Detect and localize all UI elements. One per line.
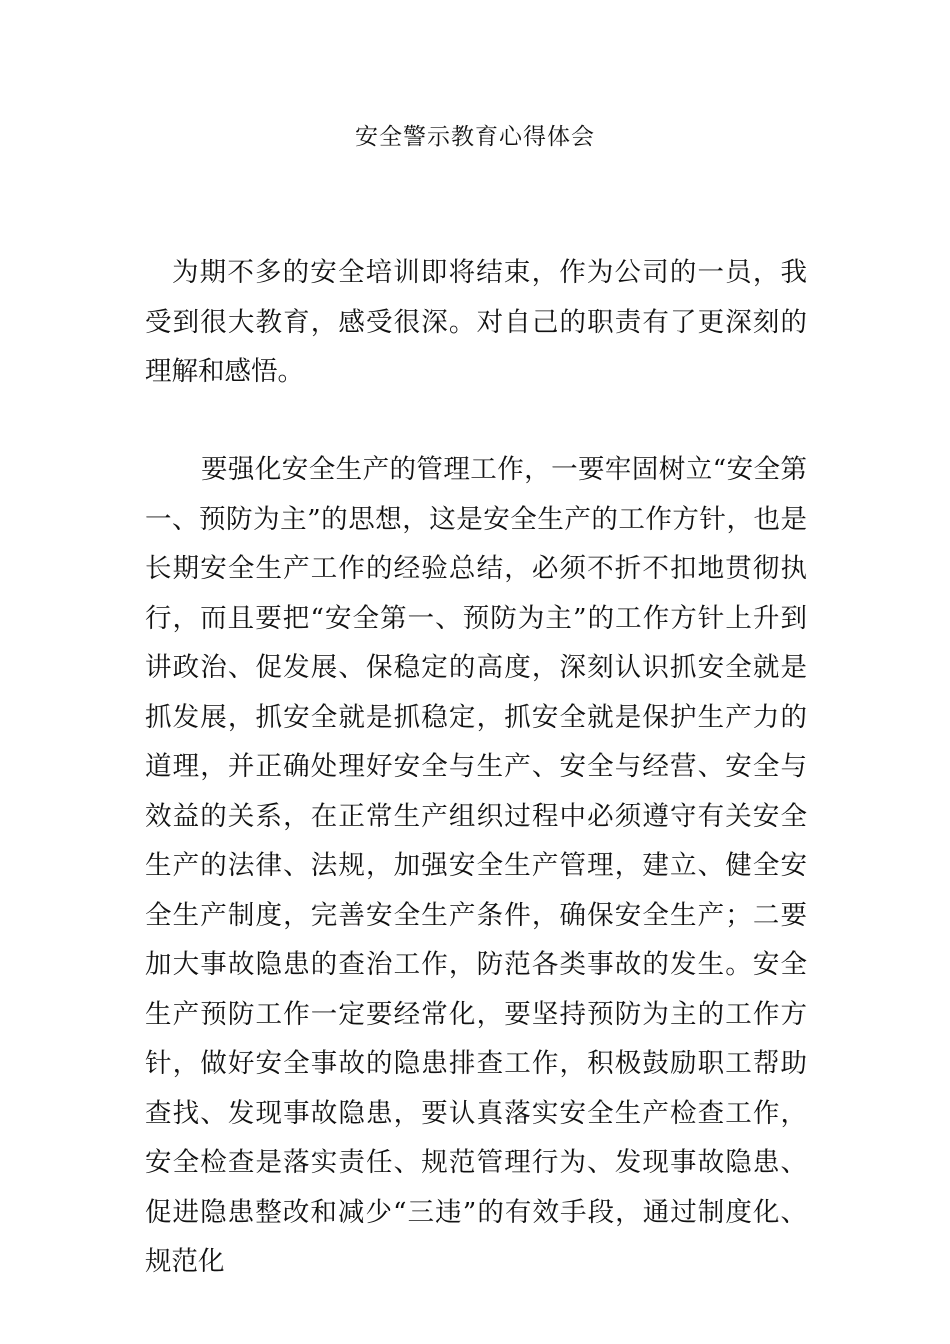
paragraph-intro: 为期不多的安全培训即将结束，作为公司的一员，我受到很大教育，感受很深。对自己的职责有了更深刻的理解和感悟。 [145, 257, 807, 387]
paragraph-body: 要强化安全生产的管理工作，一要牢固树立“安全第一、预防为主”的思想，这是安全生产的工作方针，也是长期安全生产工作的经验总结，必须不折不扣地贯彻执行，而且要把“安全第一、预防为主”的工作方针上升到讲政治、促发展、保稳定的高度，深刻认识抓安全就是抓发展，抓安全就是抓稳定，抓安全就是保护生产力的道理，并正确处理好安全与生产、安全与经营、安全与效益的关系，在正常生产组织过程中必须遵守有关安全生产的法律、法规，加强安全生产管理，建立、健全安全生产制度，完善安全生产条件，确保安全生产；二要加大事故隐患的查治工作，防范各类事故的发生。安全生产预防工作一定要经常化，要坚持预防为主的工作方针，做好安全事故的隐患排查工作，积极鼓励职工帮助查找、发现事故隐患，要认真落实安全生产检查工作，安全检查是落实责任、规范管理行为、发现事故隐患、促进隐患整改和减少“三违”的有效手段，通过制度化、规范化 [145, 454, 807, 1277]
document-title: 安全警示教育心得体会 [355, 124, 595, 150]
